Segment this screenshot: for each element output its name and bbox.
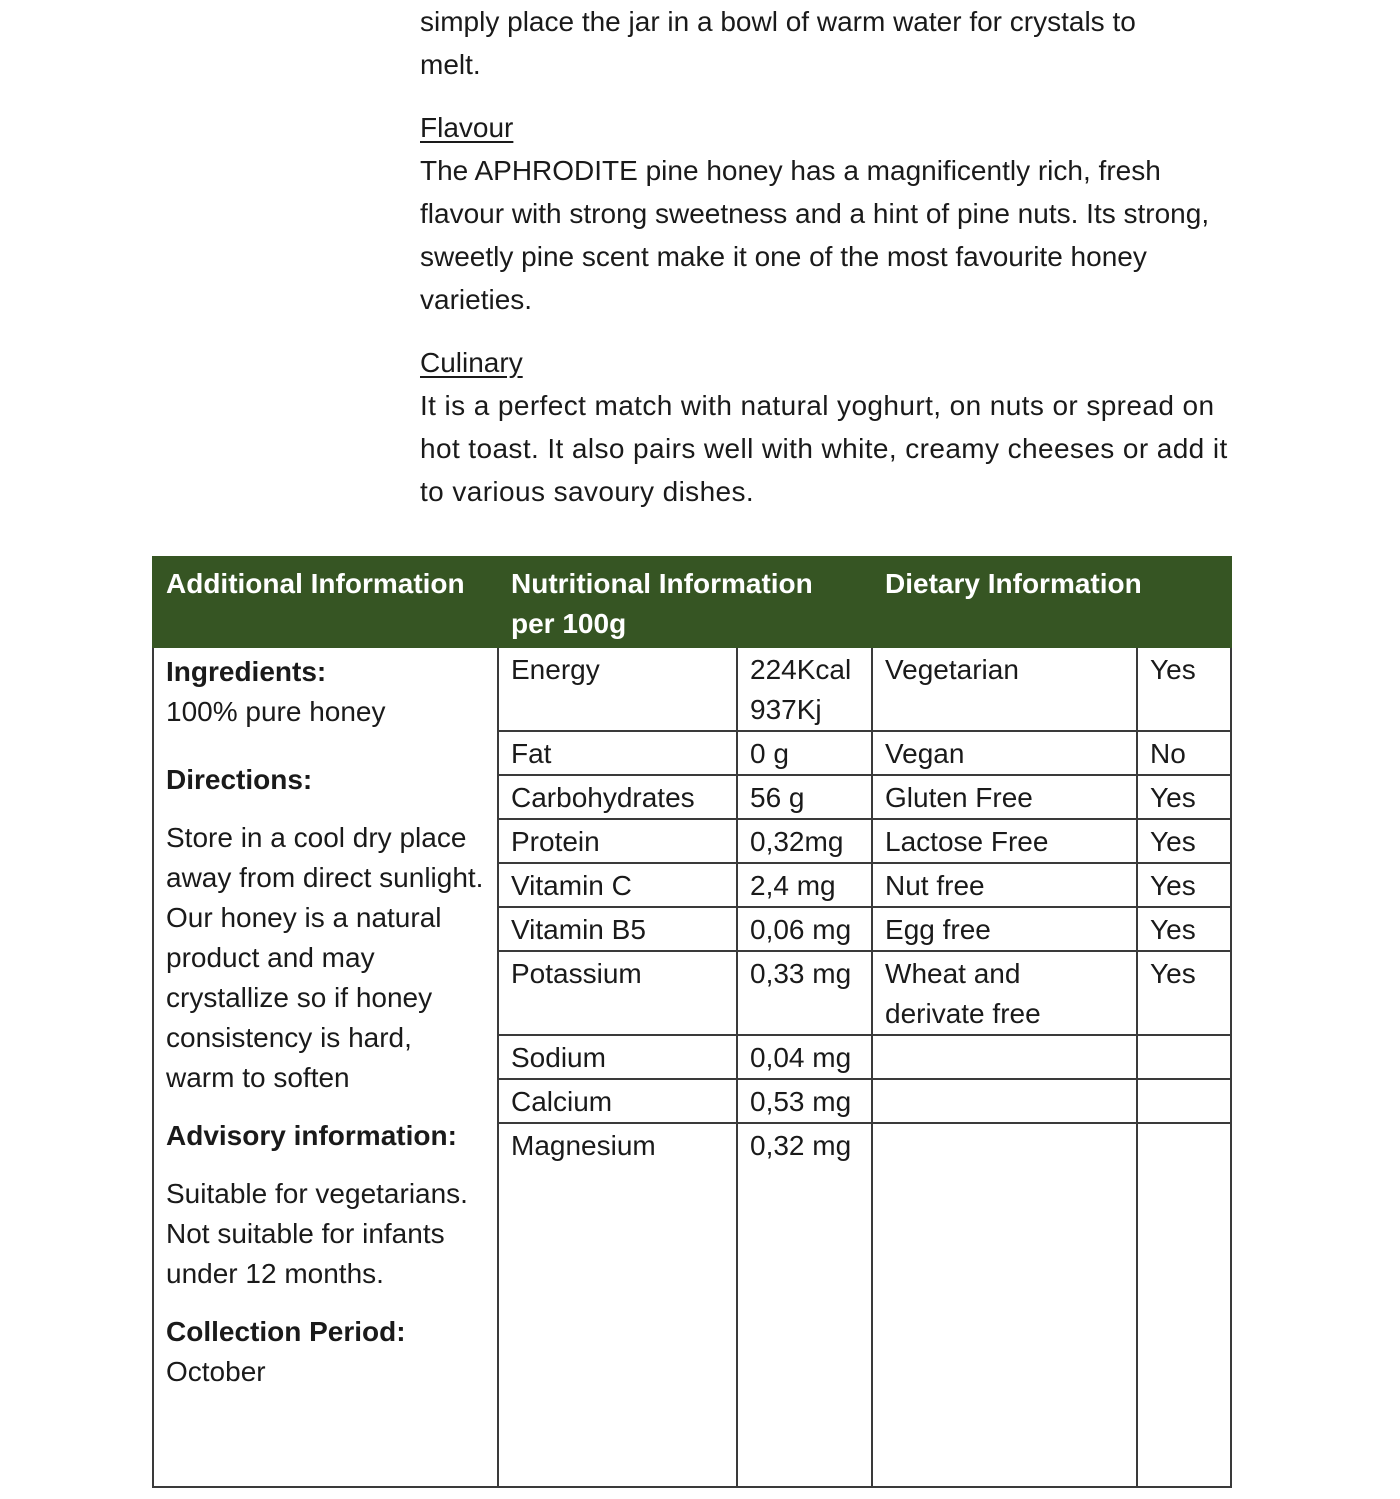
nutrient-value: 2,4 mg <box>737 863 872 907</box>
header-dietary-information: Dietary Information <box>872 557 1231 647</box>
header-additional-information: Additional Information <box>153 557 498 647</box>
nutrient-name: Protein <box>498 819 737 863</box>
dietary-name-empty <box>872 1035 1137 1079</box>
nutrient-value: 0,32 mg <box>737 1123 872 1487</box>
nutrient-name: Magnesium <box>498 1123 737 1487</box>
table-header-row <box>153 557 1231 647</box>
dietary-value: Yes <box>1137 819 1231 863</box>
intro-text-line-2: melt. <box>420 49 481 80</box>
nutrient-value: 224Kcal 937Kj <box>737 647 872 731</box>
dietary-name: Gluten Free <box>872 775 1137 819</box>
nutrient-value: 0,53 mg <box>737 1079 872 1123</box>
dietary-value: Yes <box>1137 863 1231 907</box>
dietary-name: Egg free <box>872 907 1137 951</box>
dietary-value-empty <box>1137 1123 1231 1487</box>
dietary-name: Lactose Free <box>872 819 1137 863</box>
product-description <box>420 0 1240 513</box>
nutrient-name: Calcium <box>498 1079 737 1123</box>
additional-info-cell <box>153 647 498 1487</box>
intro-text-line-1: simply place the jar in a bowl of warm water for crystals to <box>420 6 1136 37</box>
nutrient-value: 0,33 mg <box>737 951 872 1035</box>
nutrient-value: 0 g <box>737 731 872 775</box>
dietary-value: Yes <box>1137 907 1231 951</box>
flavour-heading: Flavour <box>420 112 514 143</box>
dietary-name-empty <box>872 1079 1137 1123</box>
ingredients-value: 100% pure honey <box>166 696 386 727</box>
nutrient-value: 0,04 mg <box>737 1035 872 1079</box>
culinary-heading: Culinary <box>420 347 523 378</box>
directions-label: Directions: <box>166 764 313 795</box>
nutrient-name: Vitamin B5 <box>498 907 737 951</box>
header-nutritional-information: Nutritional Information per 100g <box>498 557 872 647</box>
nutrient-name: Vitamin C <box>498 863 737 907</box>
dietary-name: Nut free <box>872 863 1137 907</box>
advisory-label: Advisory information: <box>166 1120 457 1151</box>
product-info-table <box>152 556 1232 1488</box>
nutrient-name: Energy <box>498 647 737 731</box>
nutrient-name: Sodium <box>498 1035 737 1079</box>
dietary-name: Vegetarian <box>872 647 1137 731</box>
culinary-text: It is a perfect match with natural yoghurt, on nuts or spread on hot toast. It also pairs well with white, creamy cheeses or add it to various savoury dishes. <box>420 390 1228 507</box>
table-row <box>153 647 1231 731</box>
dietary-name-empty <box>872 1123 1137 1487</box>
flavour-text: The APHRODITE pine honey has a magnificently rich, fresh flavour with strong sweetness and a hint of pine nuts. Its strong, sweetly pine scent make it one of the most favourite honey varieties. <box>420 155 1210 315</box>
advisory-value: Suitable for vegetarians. Not suitable for infants under 12 months. <box>166 1178 468 1289</box>
collection-period-value: October <box>166 1356 266 1387</box>
nutrient-value: 0,06 mg <box>737 907 872 951</box>
dietary-value: Yes <box>1137 647 1231 731</box>
ingredients-label: Ingredients: <box>166 656 327 687</box>
collection-period-label: Collection Period: <box>166 1316 406 1347</box>
nutrient-name: Potassium <box>498 951 737 1035</box>
dietary-value-empty <box>1137 1079 1231 1123</box>
directions-value: Store in a cool dry place away from direct sunlight. Our honey is a natural product and may crystallize so if honey consistency is hard, warm to soften <box>166 822 484 1093</box>
nutrient-value: 56 g <box>737 775 872 819</box>
dietary-name: Vegan <box>872 731 1137 775</box>
dietary-value: Yes <box>1137 775 1231 819</box>
nutrient-name: Fat <box>498 731 737 775</box>
dietary-value-empty <box>1137 1035 1231 1079</box>
nutrient-value: 0,32mg <box>737 819 872 863</box>
dietary-name: Wheat and derivate free <box>872 951 1137 1035</box>
dietary-value: Yes <box>1137 951 1231 1035</box>
dietary-value: No <box>1137 731 1231 775</box>
nutrient-name: Carbohydrates <box>498 775 737 819</box>
